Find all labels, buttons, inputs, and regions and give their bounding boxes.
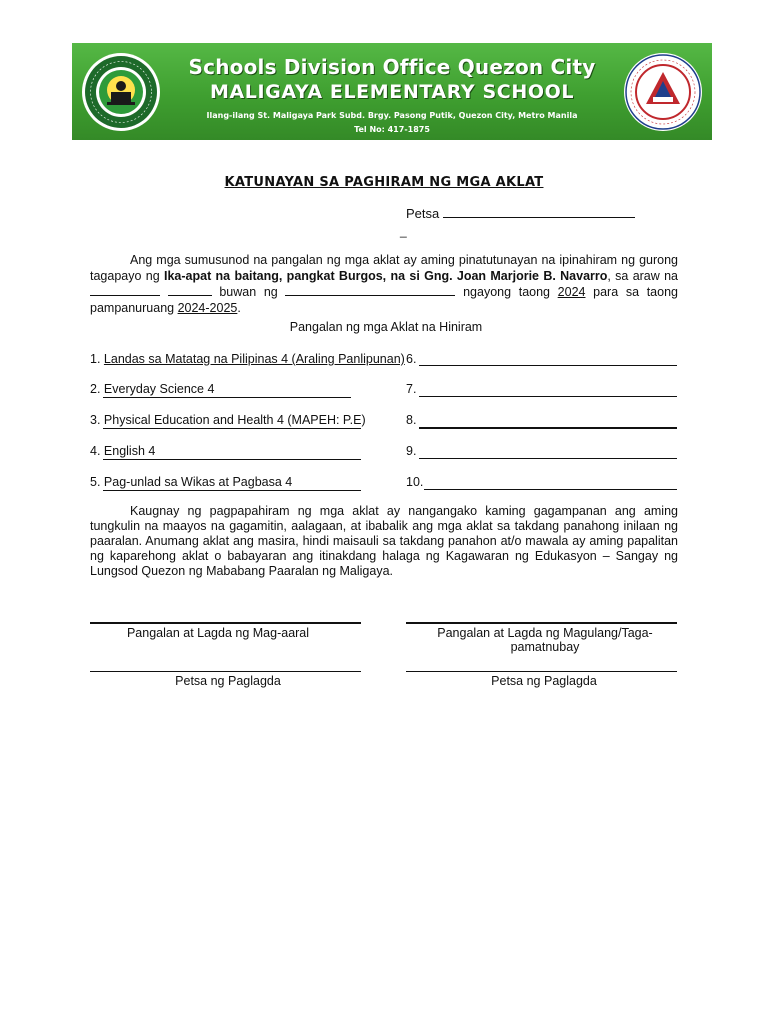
- student-signature-line[interactable]: [90, 622, 361, 624]
- student-date-caption: Petsa ng Paglagda: [175, 674, 281, 688]
- intro-text-5: para sa taong pampanuruang: [90, 285, 678, 315]
- book-item-5: [90, 475, 292, 489]
- book-number: 8.: [406, 413, 417, 427]
- division-office-name: Schools Division Office Quezon City: [188, 55, 596, 79]
- book-number: 5.: [90, 475, 101, 489]
- book-number: 9.: [406, 444, 417, 458]
- book-title: English 4: [100, 444, 156, 458]
- intro-paragraph: [90, 252, 678, 316]
- book-item-3: [90, 413, 366, 427]
- intro-text-2: , sa araw na: [607, 269, 679, 283]
- school-name: MALIGAYA ELEMENTARY SCHOOL: [209, 81, 575, 103]
- book-blank-line[interactable]: [419, 458, 677, 459]
- book-blank-line[interactable]: [103, 428, 361, 429]
- parent-signature-caption: Pangalan at Lagda ng Magulang/Taga-pamatnubay: [437, 626, 653, 654]
- book-number: 3.: [90, 413, 101, 427]
- book-item-10: [406, 475, 423, 489]
- book-number: 4.: [90, 444, 101, 458]
- book-item-8: [406, 413, 416, 427]
- books-heading: Pangalan ng mga Aklat na Hiniram: [289, 320, 483, 334]
- school-address: Ilang-ilang St. Maligaya Park Subd. Brgy. Pasong Putik, Quezon City, Metro Manila: [206, 111, 578, 120]
- book-blank-line[interactable]: [103, 490, 361, 491]
- book-title: Physical Education and Health 4 (MAPEH: P.E): [103, 413, 366, 427]
- book-item-7: [406, 382, 416, 396]
- pledge-paragraph: [90, 504, 678, 579]
- day-blank-line[interactable]: [90, 295, 160, 296]
- book-blank-line[interactable]: [424, 489, 677, 490]
- intro-text-4: ngayong taong: [455, 285, 558, 299]
- school-telephone: Tel No: 417-1875: [354, 125, 430, 134]
- pledge-text: Kaugnay ng pagpapahiram ng mga aklat ay nangangako kaming gagampanan ang aming tungkulin na maayos na gagamitin, aalagaan, at ibabalik ang mga aklat sa takdang panahong inilaan ng paaralan. Anumang aklat ang masira, hindi maisauli sa takdang panahon at/o mawala ay aming papalitan ng kaparehong aklat o babayaran ang itinakdang halaga ng Kagawaran ng Edukasyon – Sangay ng Lungsod Quezon ng Mababang Paaralan ng Maligaya.: [90, 504, 678, 578]
- book-item-4: [90, 444, 155, 458]
- parent-date-line[interactable]: [406, 671, 677, 672]
- date-field[interactable]: [406, 206, 635, 221]
- book-item-6: [406, 352, 416, 366]
- intro-text-3: buwan ng: [211, 285, 286, 299]
- book-blank-line[interactable]: [419, 427, 677, 429]
- book-title: Landas sa Matatag na Pilipinas 4 (Araling Panlipunan): [103, 352, 405, 366]
- school-year: 2024-2025: [177, 301, 238, 315]
- book-item-1: [90, 352, 405, 366]
- book-blank-line[interactable]: [103, 397, 351, 398]
- book-title: Pag-unlad sa Wikas at Pagbasa 4: [103, 475, 293, 489]
- book-number: 10.: [406, 475, 424, 489]
- book-number: 2.: [90, 382, 101, 396]
- student-date-line[interactable]: [90, 671, 361, 672]
- month-blank-line[interactable]: [285, 295, 455, 296]
- intro-text-end: .: [237, 301, 241, 315]
- date-label: Petsa: [406, 206, 440, 221]
- book-number: 1.: [90, 352, 101, 366]
- teacher-section: Ika-apat na baitang, pangkat Burgos, na si Gng. Joan Marjorie B. Navarro: [163, 269, 608, 283]
- school-header-banner: [72, 43, 712, 140]
- parent-date-caption: Petsa ng Paglagda: [491, 674, 597, 688]
- day-blank-line-cont[interactable]: [168, 295, 212, 296]
- book-number: 6.: [406, 352, 417, 366]
- current-year: 2024: [557, 285, 586, 299]
- student-signature-caption: Pangalan at Lagda ng Mag-aaral: [126, 626, 310, 640]
- book-blank-line[interactable]: [103, 459, 361, 460]
- book-blank-line[interactable]: [419, 365, 677, 366]
- parent-signature-line[interactable]: [406, 622, 677, 624]
- book-title: Everyday Science 4: [103, 382, 215, 396]
- date-blank-line[interactable]: [443, 217, 635, 218]
- book-blank-line[interactable]: [419, 396, 677, 397]
- book-item-9: [406, 444, 416, 458]
- book-number: 7.: [406, 382, 417, 396]
- date-dash: _: [400, 224, 407, 238]
- book-item-2: [90, 382, 214, 396]
- intro-text-1: Ang mga sumusunod na pangalan ng mga aklat ay aming pinatutunayan na ipinahiram ng gurong tagapayo ng: [90, 253, 678, 283]
- document-title: KATUNAYAN SA PAGHIRAM NG MGA AKLAT: [224, 175, 544, 190]
